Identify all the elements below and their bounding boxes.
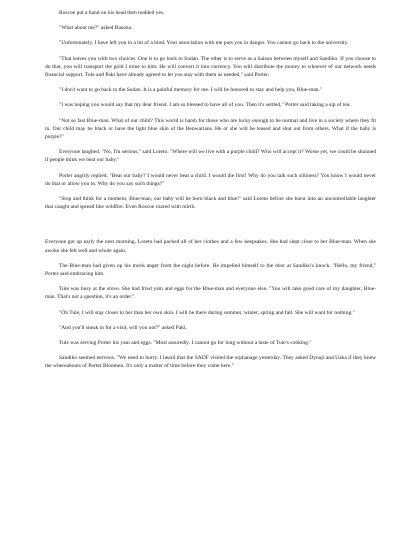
paragraph: "What about me?" asked Basona. xyxy=(59,25,133,32)
paragraph: Everyone laughed. "No, I'm serious," said Loreto. "Where will we live with a purple child? Who will accept it? Worse yet, we could be shunned if people think we beat our baby." xyxy=(45,149,376,164)
section-one xyxy=(45,9,376,211)
paragraph: "That leaves you with two choices. One is to go back to Sudan. The other is to serve as a liaison between myself and Sandiko. If you choose to do that, you will transport the gold I mine to him. He will convert it into currency. You will distribute the money to whoever of our network needs financial support. Tule and Paki have already agreed to let you stay with them as needed," said Porter. xyxy=(45,55,376,79)
paragraph: "And you'll sneak in for a visit, will you not?" asked Paki. xyxy=(59,324,187,331)
paragraph: "I was hoping you would say that my dear friend. I am so blessed to have all of you. Then it's settled," Porter said taking a sip of tea. xyxy=(59,102,351,109)
paragraph: Everyone got up early the next morning. Loreto had packed all of her clothes and a few keepsakes. She had slept close to her Blue-man. When she awoke she felt well and whole again. xyxy=(45,239,376,254)
section-two xyxy=(45,238,376,370)
paragraph: "Not so fast Blue-man. What of our child? This world is harsh for those who are lucky enough to be normal and live in a society where they fit in. Our child may be black or have the light blue skin of the Benwarians. He or she will be teased and shut out from others. What if the baby is purple?" xyxy=(45,117,376,141)
paragraph: "Unfortunately, I have left you in a bit of a bind. Your association with me puts you in danger. You cannot go back to the university. xyxy=(59,40,349,47)
paragraph: "Oh Tule, I will stay closer to her than her own skin. I will be there during summer, winter, spring and fall. She will want for nothing." xyxy=(59,309,355,316)
paragraph: Roscoe put a hand on his head then nodded yes. xyxy=(59,10,165,16)
paragraph: "Stop and think for a moment, Blue-man, our baby will be born black and blue!" said Loreto before she burst into an uncontrollable laughter that caught and spread like wildfire. Even Roscoe roared with mirth. xyxy=(45,196,376,211)
paragraph: "I don't want to go back to the Sudan. It is a painful memory for me. I will be honored to stay and help you, Blue-man." xyxy=(59,87,323,94)
paragraph: Tule was serving Porter his yam and eggs. "Most assuredly. I cannot go for long without a taste of Tule's cooking." xyxy=(59,340,312,347)
paragraph: Porter angrily replied, "Beat our baby? I would never beat a child. I would die first! Why do you talk such silliness? You know I would never do that or allow you to. Why do you say such things?" xyxy=(45,172,376,187)
paragraph: The Blue-man had given up his mock anger from the night before. He impelled himself to the door at Sandiko's knock. "Hello, my friend," Porter said embracing him. xyxy=(45,262,376,278)
paragraph: Sandiko seemed nervous. "We need to hurry. I heard that the SADF visited the orphanage yesterday. They asked Dynaji and Uaka if they knew the whereabouts of Porter Bloomen. It's only a matter of time before they come here." xyxy=(45,355,376,370)
paragraph: Tule was busy at the stove. She had fried yam and eggs for the Blue-man and everyone else. "You will take good care of my daughter, Blue-man. That's not a question, it's an order." xyxy=(45,286,376,301)
section-break xyxy=(45,211,376,238)
